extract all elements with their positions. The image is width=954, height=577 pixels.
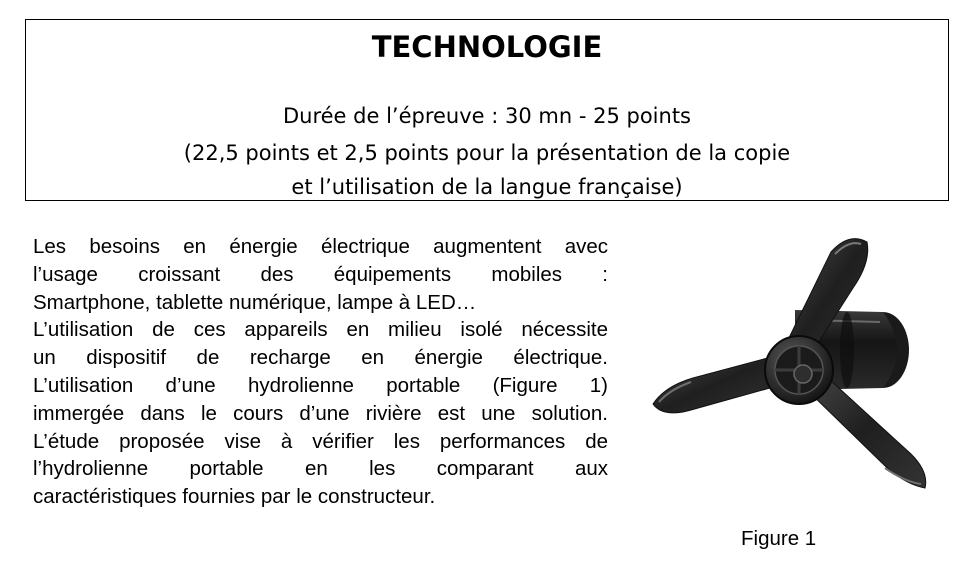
intro-line: l’hydrolienne portable en les comparant aux: [33, 457, 608, 481]
page-title: TECHNOLOGIE: [371, 30, 603, 64]
intro-line: caractéristiques fournies par le constructeur.: [33, 485, 436, 509]
intro-line: l’usage croissant des équipements mobiles :: [33, 262, 608, 286]
intro-line: L’étude proposée vise à vérifier les performances de: [33, 429, 608, 453]
intro-line: immergée dans le cours d’une rivière est une solution.: [33, 401, 608, 425]
header-box: [25, 19, 949, 201]
points-detail-line-1: (22,5 points et 2,5 points pour la présentation de la copie: [183, 141, 791, 165]
hydrolienne-figure: [635, 228, 935, 518]
exam-duration: Durée de l’épreuve : 30 mn - 25 points: [282, 104, 691, 128]
intro-line: un dispositif de recharge en énergie électrique.: [33, 346, 608, 370]
intro-line: L’utilisation d’une hydrolienne portable (Figure 1): [33, 373, 608, 397]
turbine-hub: [765, 336, 833, 404]
points-detail-line-2: et l’utilisation de la langue française): [291, 175, 683, 199]
intro-line: Smartphone, tablette numérique, lampe à LED…: [33, 290, 477, 314]
intro-line: L’utilisation de ces appareils en milieu isolé nécessite: [33, 318, 608, 342]
turbine-blade: [653, 356, 777, 413]
intro-text: [33, 233, 608, 511]
figure-caption: Figure 1: [741, 527, 817, 550]
intro-line: Les besoins en énergie électrique augmentent avec: [33, 235, 608, 258]
